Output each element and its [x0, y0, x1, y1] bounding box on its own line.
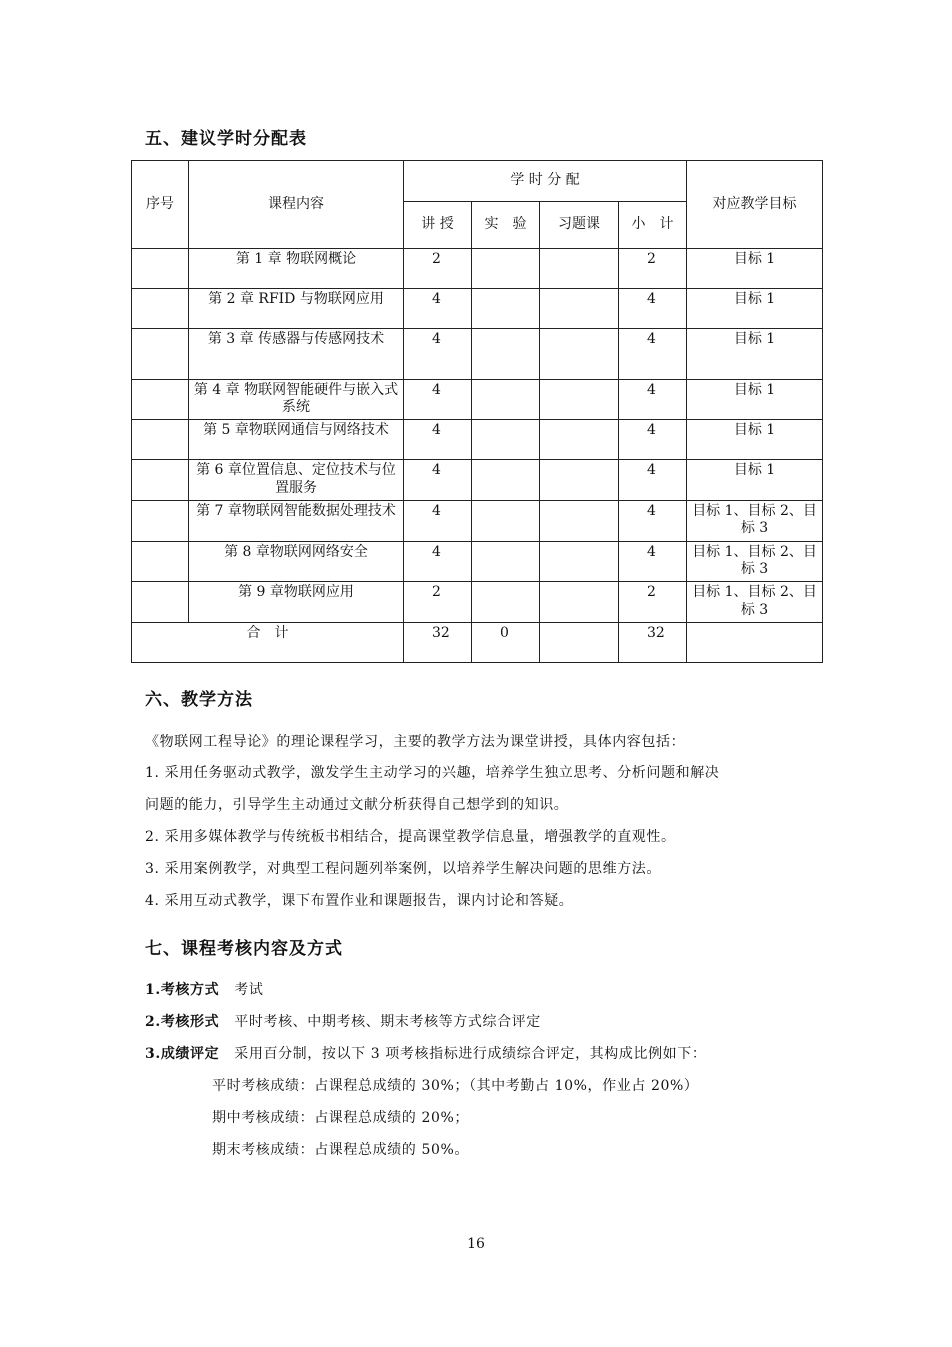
cell-lecture: 2 — [404, 248, 472, 288]
cell-lecture: 2 — [404, 582, 472, 622]
cell-content: 第 1 章 物联网概论 — [189, 248, 404, 288]
cell-lab — [472, 379, 540, 419]
assessment-method — [145, 980, 263, 1000]
cell-lab — [472, 582, 540, 622]
section6-item2: 2. 采用多媒体教学与传统板书相结合，提高课堂教学信息量，增强教学的直观性。 — [145, 829, 676, 845]
table-row — [132, 460, 823, 500]
cell-subtotal: 2 — [619, 582, 687, 622]
cell-index — [132, 460, 189, 500]
cell-content: 第 3 章 传感器与传感网技术 — [189, 329, 404, 379]
section6-item3: 3. 采用案例教学，对典型工程问题列举案例，以培养学生解决问题的思维方法。 — [145, 861, 662, 877]
cell-subtotal: 4 — [619, 379, 687, 419]
cell-goal: 目标 1 — [687, 379, 823, 419]
cell-lecture: 4 — [404, 289, 472, 329]
cell-exercise — [540, 329, 619, 379]
cell-goal: 目标 1、目标 2、目标 3 — [687, 500, 823, 541]
grade-line-final: 期末考核成绩：占课程总成绩的 50%。 — [212, 1142, 469, 1158]
total-exercise — [540, 622, 619, 662]
total-row — [132, 622, 823, 662]
cell-lab — [472, 500, 540, 541]
cell-content: 第 2 章 RFID 与物联网应用 — [189, 289, 404, 329]
total-goal — [687, 622, 823, 662]
cell-lecture: 4 — [404, 460, 472, 500]
section6-intro: 《物联网工程导论》的理论课程学习，主要的教学方法为课堂讲授，具体内容包括： — [145, 734, 686, 750]
cell-exercise — [540, 500, 619, 541]
cell-goal: 目标 1 — [687, 460, 823, 500]
cell-index — [132, 420, 189, 460]
cell-lecture: 4 — [404, 329, 472, 379]
cell-exercise — [540, 379, 619, 419]
cell-index — [132, 379, 189, 419]
section6-title: 六、教学方法 — [145, 690, 253, 710]
total-lecture: 32 — [404, 622, 472, 662]
cell-goal: 目标 1、目标 2、目标 3 — [687, 541, 823, 581]
header-hours: 学 时 分 配 — [404, 161, 687, 202]
table-row — [132, 329, 823, 379]
page-number: 16 — [467, 1236, 485, 1252]
cell-subtotal: 4 — [619, 460, 687, 500]
cell-goal: 目标 1 — [687, 248, 823, 288]
cell-goal: 目标 1、目标 2、目标 3 — [687, 582, 823, 622]
total-lab: 0 — [472, 622, 540, 662]
cell-lab — [472, 541, 540, 581]
cell-lab — [472, 329, 540, 379]
assessment-form-label: 2.考核形式 — [145, 1014, 220, 1030]
cell-exercise — [540, 248, 619, 288]
cell-subtotal: 4 — [619, 500, 687, 541]
grade-line-midterm: 期中考核成绩：占课程总成绩的 20%； — [212, 1110, 469, 1126]
cell-goal: 目标 1 — [687, 329, 823, 379]
cell-subtotal: 4 — [619, 289, 687, 329]
cell-subtotal: 2 — [619, 248, 687, 288]
cell-index — [132, 248, 189, 288]
header-subtotal: 小 计 — [619, 202, 687, 248]
cell-content: 第 6 章位置信息、定位技术与位置服务 — [189, 460, 404, 500]
table-row — [132, 248, 823, 288]
header-lecture: 讲 授 — [404, 202, 472, 248]
cell-exercise — [540, 582, 619, 622]
grade-line-regular: 平时考核成绩：占课程总成绩的 30%；（其中考勤占 10%，作业占 20%） — [212, 1078, 699, 1094]
hours-allocation-table — [131, 160, 823, 663]
cell-exercise — [540, 541, 619, 581]
table-row — [132, 420, 823, 460]
cell-lecture: 4 — [404, 500, 472, 541]
cell-goal: 目标 1 — [687, 289, 823, 329]
cell-lecture: 4 — [404, 379, 472, 419]
cell-content: 第 5 章物联网通信与网络技术 — [189, 420, 404, 460]
table-row — [132, 541, 823, 581]
cell-index — [132, 582, 189, 622]
table-row — [132, 379, 823, 419]
header-goal: 对应教学目标 — [687, 161, 823, 249]
cell-content: 第 7 章物联网智能数据处理技术 — [189, 500, 404, 541]
cell-lab — [472, 248, 540, 288]
cell-content: 第 4 章 物联网智能硬件与嵌入式系统 — [189, 379, 404, 419]
cell-lab — [472, 289, 540, 329]
section7-title: 七、课程考核内容及方式 — [145, 939, 343, 959]
header-content: 课程内容 — [189, 161, 404, 249]
table-row — [132, 500, 823, 541]
header-exercise: 习题课 — [540, 202, 619, 248]
cell-content: 第 8 章物联网网络安全 — [189, 541, 404, 581]
cell-exercise — [540, 420, 619, 460]
section6-item1-line2: 问题的能力，引导学生主动通过文献分析获得自己想学到的知识。 — [145, 797, 569, 813]
cell-lab — [472, 460, 540, 500]
cell-subtotal: 4 — [619, 420, 687, 460]
cell-index — [132, 289, 189, 329]
header-index: 序号 — [132, 161, 189, 249]
section6-item4: 4. 采用互动式教学，课下布置作业和课题报告，课内讨论和答疑。 — [145, 893, 574, 909]
total-label: 合 计 — [132, 622, 404, 662]
cell-subtotal: 4 — [619, 329, 687, 379]
section5-title: 五、建议学时分配表 — [145, 129, 307, 149]
table-row — [132, 289, 823, 329]
grade-evaluation-label: 3.成绩评定 — [145, 1046, 220, 1062]
cell-index — [132, 329, 189, 379]
section6-item1-line1: 1. 采用任务驱动式教学，激发学生主动学习的兴趣，培养学生独立思考、分析问题和解决 — [145, 765, 720, 781]
assessment-method-value: 考试 — [234, 982, 264, 998]
cell-exercise — [540, 289, 619, 329]
grade-evaluation-value: 采用百分制，按以下 3 项考核指标进行成绩综合评定，其构成比例如下： — [234, 1046, 707, 1062]
assessment-form-value: 平时考核、中期考核、期末考核等方式综合评定 — [234, 1014, 541, 1030]
header-lab: 实 验 — [472, 202, 540, 248]
cell-lecture: 4 — [404, 420, 472, 460]
cell-goal: 目标 1 — [687, 420, 823, 460]
total-subtotal: 32 — [619, 622, 687, 662]
assessment-method-label: 1.考核方式 — [145, 982, 220, 998]
table-row — [132, 582, 823, 622]
cell-content: 第 9 章物联网应用 — [189, 582, 404, 622]
cell-subtotal: 4 — [619, 541, 687, 581]
cell-lab — [472, 420, 540, 460]
cell-lecture: 4 — [404, 541, 472, 581]
cell-exercise — [540, 460, 619, 500]
cell-index — [132, 500, 189, 541]
assessment-form — [145, 1012, 541, 1032]
cell-index — [132, 541, 189, 581]
grade-evaluation — [145, 1044, 707, 1064]
